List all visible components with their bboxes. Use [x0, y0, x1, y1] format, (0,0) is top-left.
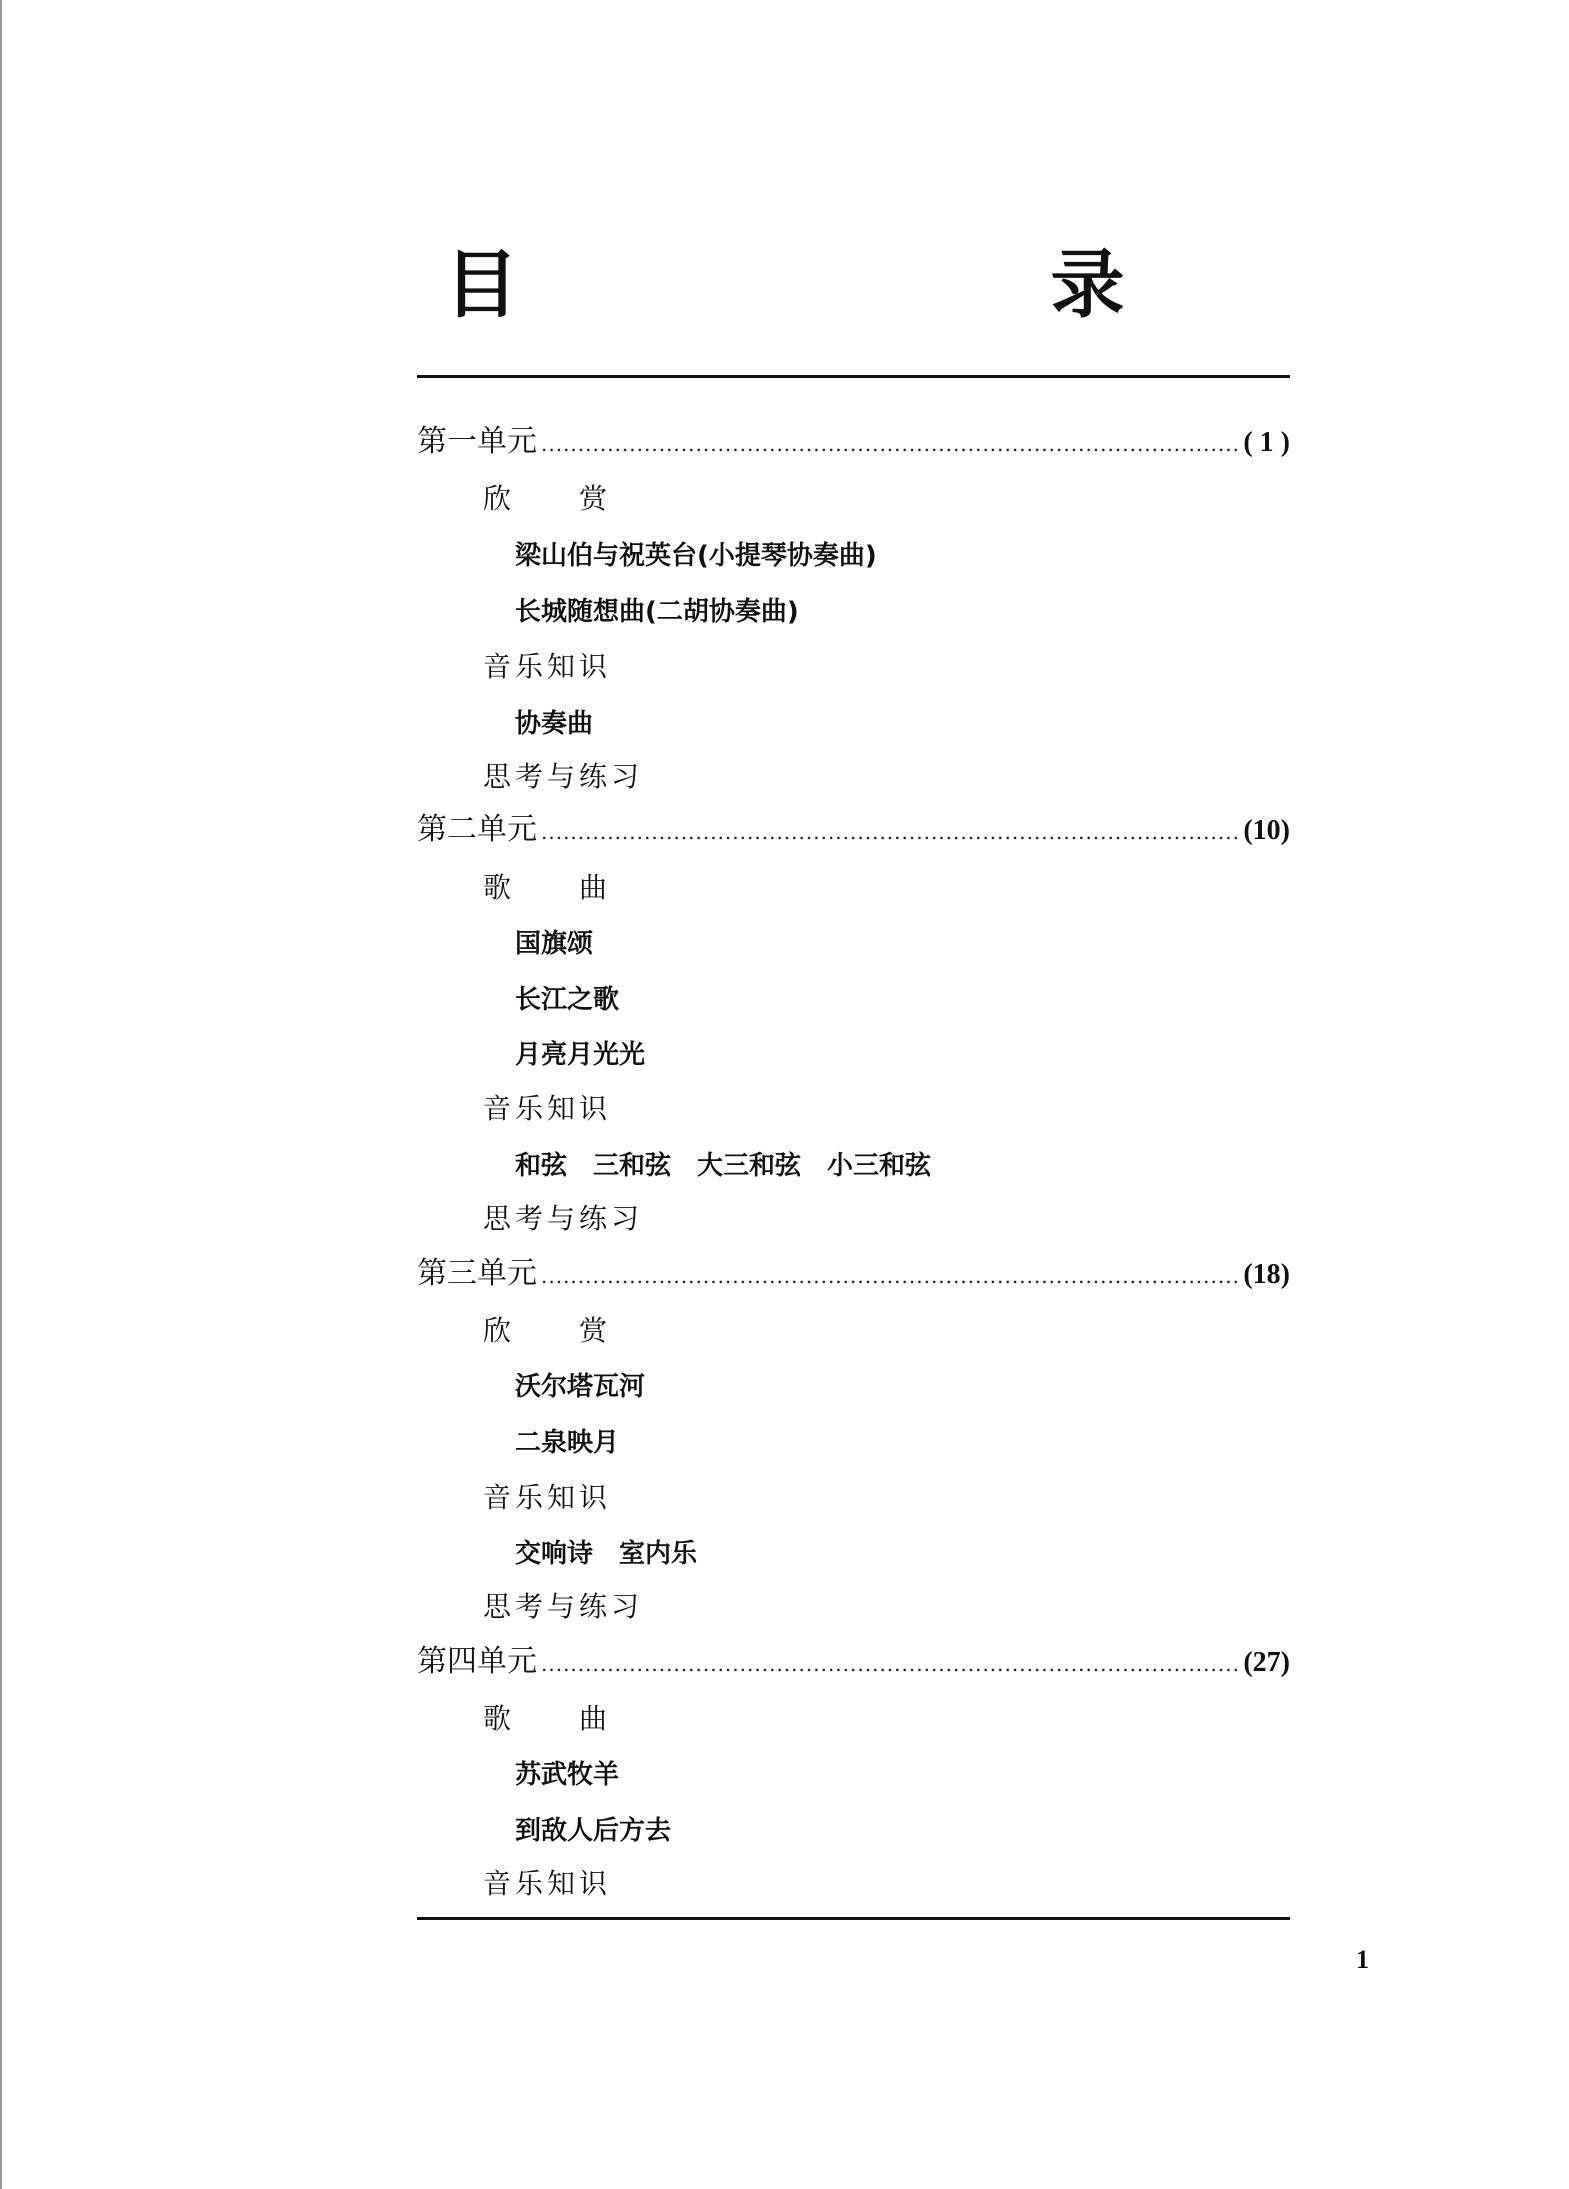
- toc-unit-3[interactable]: [417, 1256, 1290, 1294]
- toc-item[interactable]: 二泉映月: [515, 1428, 620, 1458]
- unit-title: 第二单元: [417, 812, 537, 847]
- dot-leader: [541, 1646, 1239, 1682]
- toc-section[interactable]: 音乐知识: [483, 1867, 612, 1900]
- toc-section[interactable]: 欣 赏: [483, 1314, 612, 1347]
- toc-section[interactable]: 思考与练习: [483, 1590, 644, 1623]
- bottom-rule: [417, 1917, 1290, 1920]
- dot-leader: [541, 814, 1239, 850]
- unit-page-ref: (10): [1243, 815, 1290, 846]
- dot-leader: [541, 426, 1239, 462]
- dot-leader: [541, 1258, 1239, 1294]
- toc-section[interactable]: 音乐知识: [483, 1092, 612, 1125]
- toc-item[interactable]: 月亮月光光: [515, 1040, 646, 1070]
- toc-section[interactable]: 音乐知识: [483, 1481, 612, 1514]
- toc-section[interactable]: 歌 曲: [483, 871, 612, 904]
- toc-item[interactable]: 协奏曲: [515, 709, 594, 739]
- toc-unit-1[interactable]: [417, 424, 1290, 462]
- unit-page-ref: (18): [1243, 1259, 1290, 1290]
- toc-unit-2[interactable]: [417, 812, 1290, 850]
- toc-section[interactable]: 歌 曲: [483, 1702, 612, 1735]
- page-title: 目 录: [444, 242, 1253, 328]
- top-rule: [417, 375, 1290, 378]
- toc-section[interactable]: 欣 赏: [483, 482, 612, 515]
- page-number: 1: [1356, 1945, 1369, 1974]
- toc-section[interactable]: 思考与练习: [483, 1202, 644, 1235]
- toc-item[interactable]: 梁山伯与祝英台(小提琴协奏曲): [515, 541, 877, 571]
- toc-item[interactable]: 到敌人后方去: [515, 1816, 672, 1846]
- unit-title: 第四单元: [417, 1644, 537, 1679]
- toc-item[interactable]: 长城随想曲(二胡协奏曲): [515, 597, 799, 627]
- unit-page-ref: (27): [1243, 1647, 1290, 1678]
- toc-item[interactable]: 苏武牧羊: [515, 1760, 620, 1790]
- scan-edge: [0, 0, 2, 2189]
- toc-item[interactable]: 国旗颂: [515, 929, 594, 959]
- toc-item[interactable]: 长江之歌: [515, 985, 620, 1015]
- toc-item[interactable]: 交响诗 室内乐: [515, 1539, 698, 1569]
- unit-title: 第三单元: [417, 1256, 537, 1291]
- toc-item[interactable]: 沃尔塔瓦河: [515, 1372, 646, 1402]
- toc-unit-4[interactable]: [417, 1644, 1290, 1682]
- toc-section[interactable]: 思考与练习: [483, 760, 644, 793]
- unit-title: 第一单元: [417, 424, 537, 459]
- unit-page-ref: ( 1 ): [1243, 427, 1290, 458]
- toc-item[interactable]: 和弦 三和弦 大三和弦 小三和弦: [515, 1151, 932, 1181]
- toc-section[interactable]: 音乐知识: [483, 650, 612, 683]
